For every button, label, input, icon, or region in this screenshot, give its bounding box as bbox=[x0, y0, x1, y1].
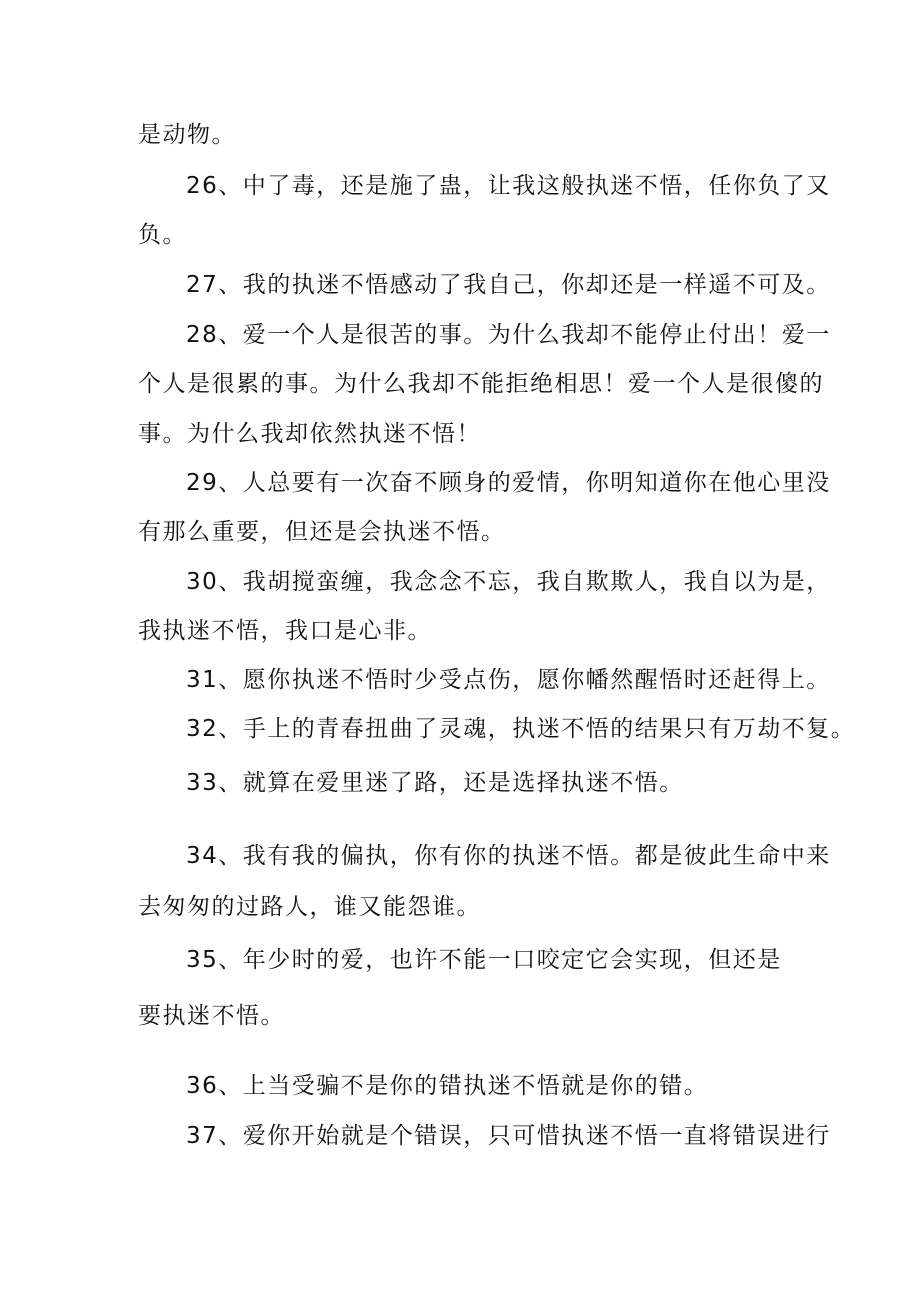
text-line: 负。 bbox=[138, 222, 187, 248]
text-line: 要执迷不悟。 bbox=[138, 1003, 285, 1029]
text-line: 34、我有我的偏执，你有你的执迷不悟。都是彼此生命中来 bbox=[186, 843, 831, 869]
text-line: 27、我的执迷不悟感动了我自己，你却还是一样遥不可及。 bbox=[186, 272, 831, 298]
text-line: 我执迷不悟，我口是心非。 bbox=[138, 618, 432, 644]
text-line: 29、人总要有一次奋不顾身的爱情，你明知道你在他心里没 bbox=[186, 470, 831, 496]
text-line: 事。为什么我却依然执迷不悟！ bbox=[138, 421, 481, 447]
text-line: 36、上当受骗不是你的错执迷不悟就是你的错。 bbox=[186, 1073, 709, 1099]
text-line: 去匆匆的过路人，谁又能怨谁。 bbox=[138, 894, 481, 920]
text-line: 是动物。 bbox=[138, 122, 236, 148]
text-line: 有那么重要，但还是会执迷不悟。 bbox=[138, 519, 506, 545]
text-line: 37、爱你开始就是个错误，只可惜执迷不悟一直将错误进行 bbox=[186, 1123, 831, 1149]
text-line: 28、爱一个人是很苦的事。为什么我却不能停止付出！爱一 bbox=[186, 322, 831, 348]
text-line: 33、就算在爱里迷了路，还是选择执迷不悟。 bbox=[186, 770, 684, 796]
text-line: 个人是很累的事。为什么我却不能拒绝相思！爱一个人是很傻的 bbox=[138, 371, 824, 397]
text-line: 31、愿你执迷不悟时少受点伤，愿你幡然醒悟时还赶得上。 bbox=[186, 667, 831, 693]
text-line: 35、年少时的爱，也许不能一口咬定它会实现，但还是 bbox=[186, 947, 782, 973]
text-line: 32、手上的青春扭曲了灵魂，执迷不悟的结果只有万劫不复。 bbox=[186, 716, 856, 742]
text-line: 26、中了毒，还是施了蛊，让我这般执迷不悟，任你负了又 bbox=[186, 173, 831, 199]
text-line: 30、我胡搅蛮缠，我念念不忘，我自欺欺人，我自以为是， bbox=[186, 569, 831, 595]
